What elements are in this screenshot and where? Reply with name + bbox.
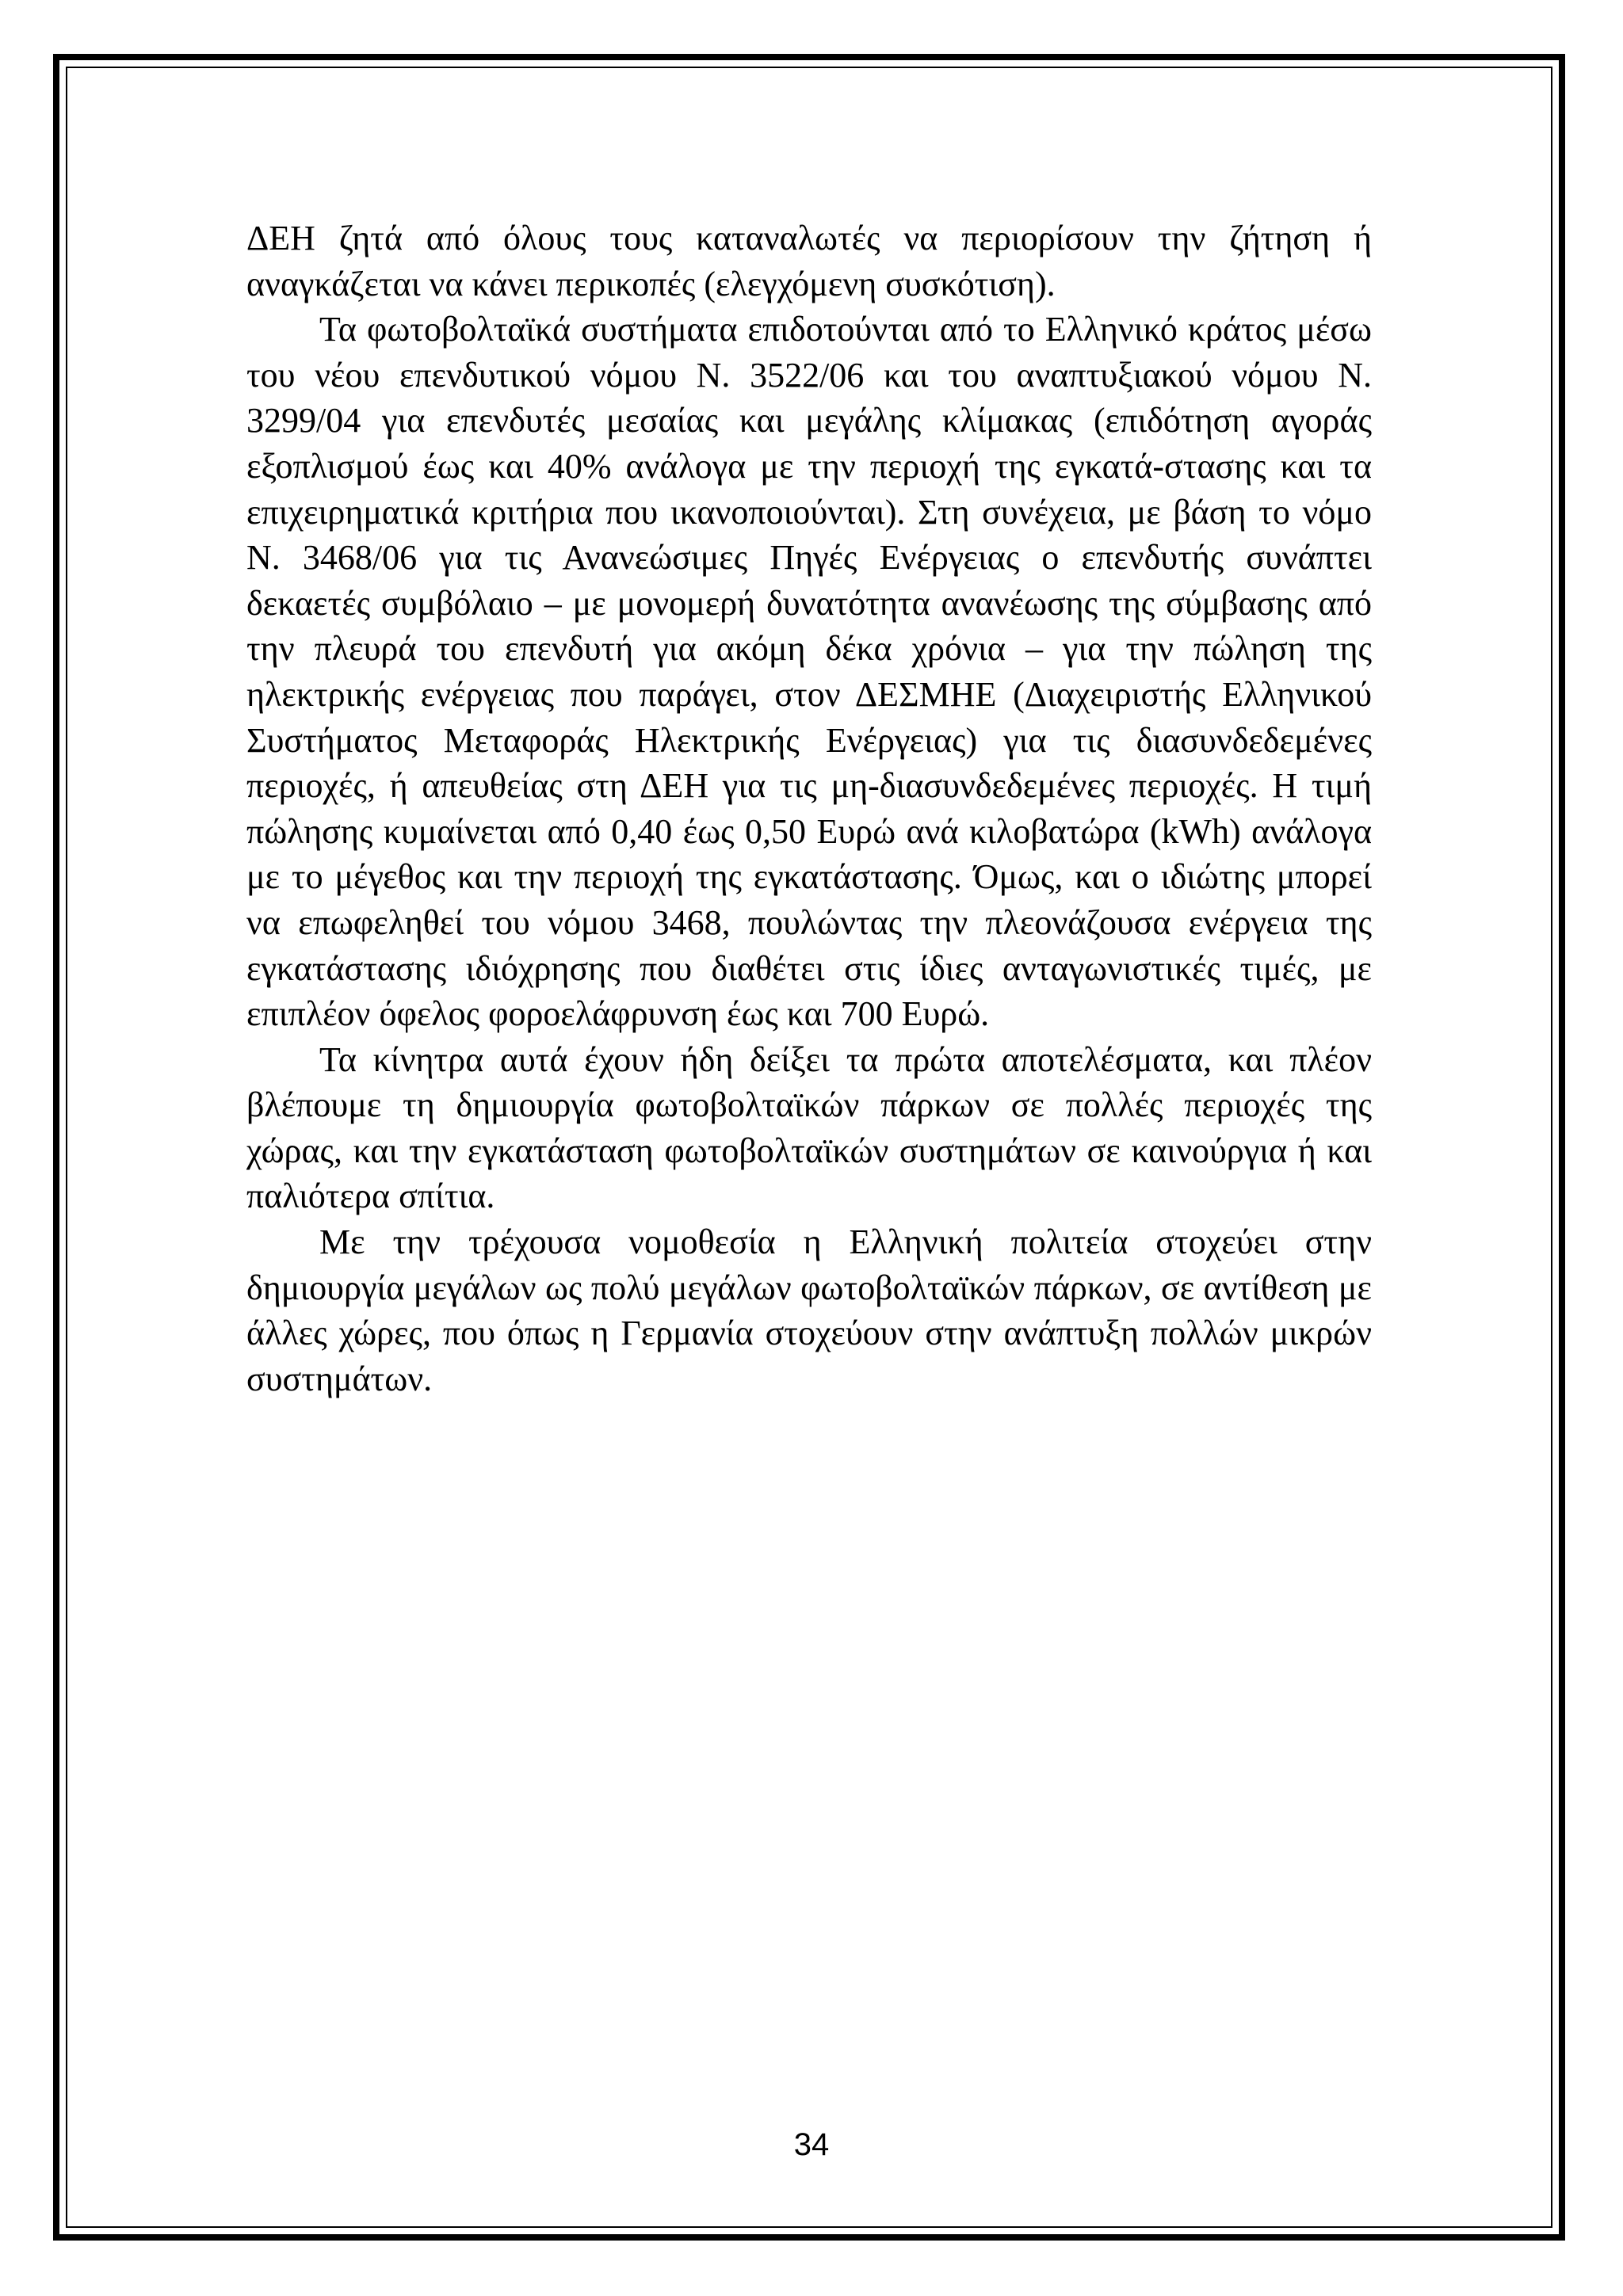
paragraph-continuation: ΔΕΗ ζητά από όλους τους καταναλωτές να περιορίσουν την ζήτηση ή αναγκάζεται να κάνει περικοπές (ελεγχόμενη συσκότιση).	[246, 219, 1372, 303]
paragraph-subsidies: Τα φωτοβολταϊκά συστήματα επιδοτούνται από το Ελληνικό κράτος μέσω του νέου επενδυτικού νόμου Ν. 3522/06 και του αναπτυξιακού νόμου Ν. 3299/04 για επενδυτές μεσαίας και μεγάλης κλίμακας (επιδότηση αγοράς εξοπλισμού έως και 40% ανάλογα με την περιοχή της εγκατά-στασης και τα επιχειρηματικά κριτήρια που ικανοποιούνται). Στη συνέχεια, με βάση το νόμο Ν. 3468/06 για τις Ανανεώσιμες Πηγές Ενέργειας ο επενδυτής συνάπτει δεκαετές συμβόλαιο – με μονομερή δυνατότητα ανανέωσης της σύμβασης από την πλευρά του επενδυτή για ακόμη δέκα χρόνια – για την πώληση της ηλεκτρικής ενέργειας που παράγει, στον ΔΕΣΜΗΕ (Διαχειριστής Ελληνικού Συστήματος Μεταφοράς Ηλεκτρικής Ενέργειας) για τις διασυνδεδεμένες περιοχές, ή απευθείας στη ΔΕΗ για τις μη-διασυνδεδεμένες περιοχές. Η τιμή πώλησης κυμαίνεται από 0,40 έως 0,50 Ευρώ ανά κιλοβατώρα (kWh) ανάλογα με το μέγεθος και την περιοχή της εγκατάστασης. Όμως, και ο ιδιώτης μπορεί να επωφεληθεί του νόμου 3468, πουλώντας την πλεονάζουσα ενέργεια της εγκατάστασης ιδιόχρησης που διαθέτει στις ίδιες ανταγωνιστικές τιμές, με επιπλέον όφελος φοροελάφρυνση έως και 700 Ευρώ.	[246, 310, 1372, 1034]
page-number: 34	[793, 2127, 830, 2162]
paragraph-legislation: Με την τρέχουσα νομοθεσία η Ελληνική πολιτεία στοχεύει στην δημιουργία μεγάλων ως πολύ μεγάλων φωτοβολταϊκών πάρκων, σε αντίθεση με άλλες χώρες, που όπως η Γερμανία στοχεύουν στην ανάπτυξη πολλών μικρών συστημάτων.	[246, 1222, 1372, 1398]
body-text	[246, 215, 1372, 1402]
paragraph-incentives: Τα κίνητρα αυτά έχουν ήδη δείξει τα πρώτα αποτελέσματα, και πλέον βλέπουμε τη δημιουργία φωτοβολταϊκών πάρκων σε πολλές περιοχές της χώρας, και την εγκατάσταση φωτοβολταϊκών συστημάτων σε καινούργια ή και παλιότερα σπίτια.	[246, 1039, 1372, 1216]
